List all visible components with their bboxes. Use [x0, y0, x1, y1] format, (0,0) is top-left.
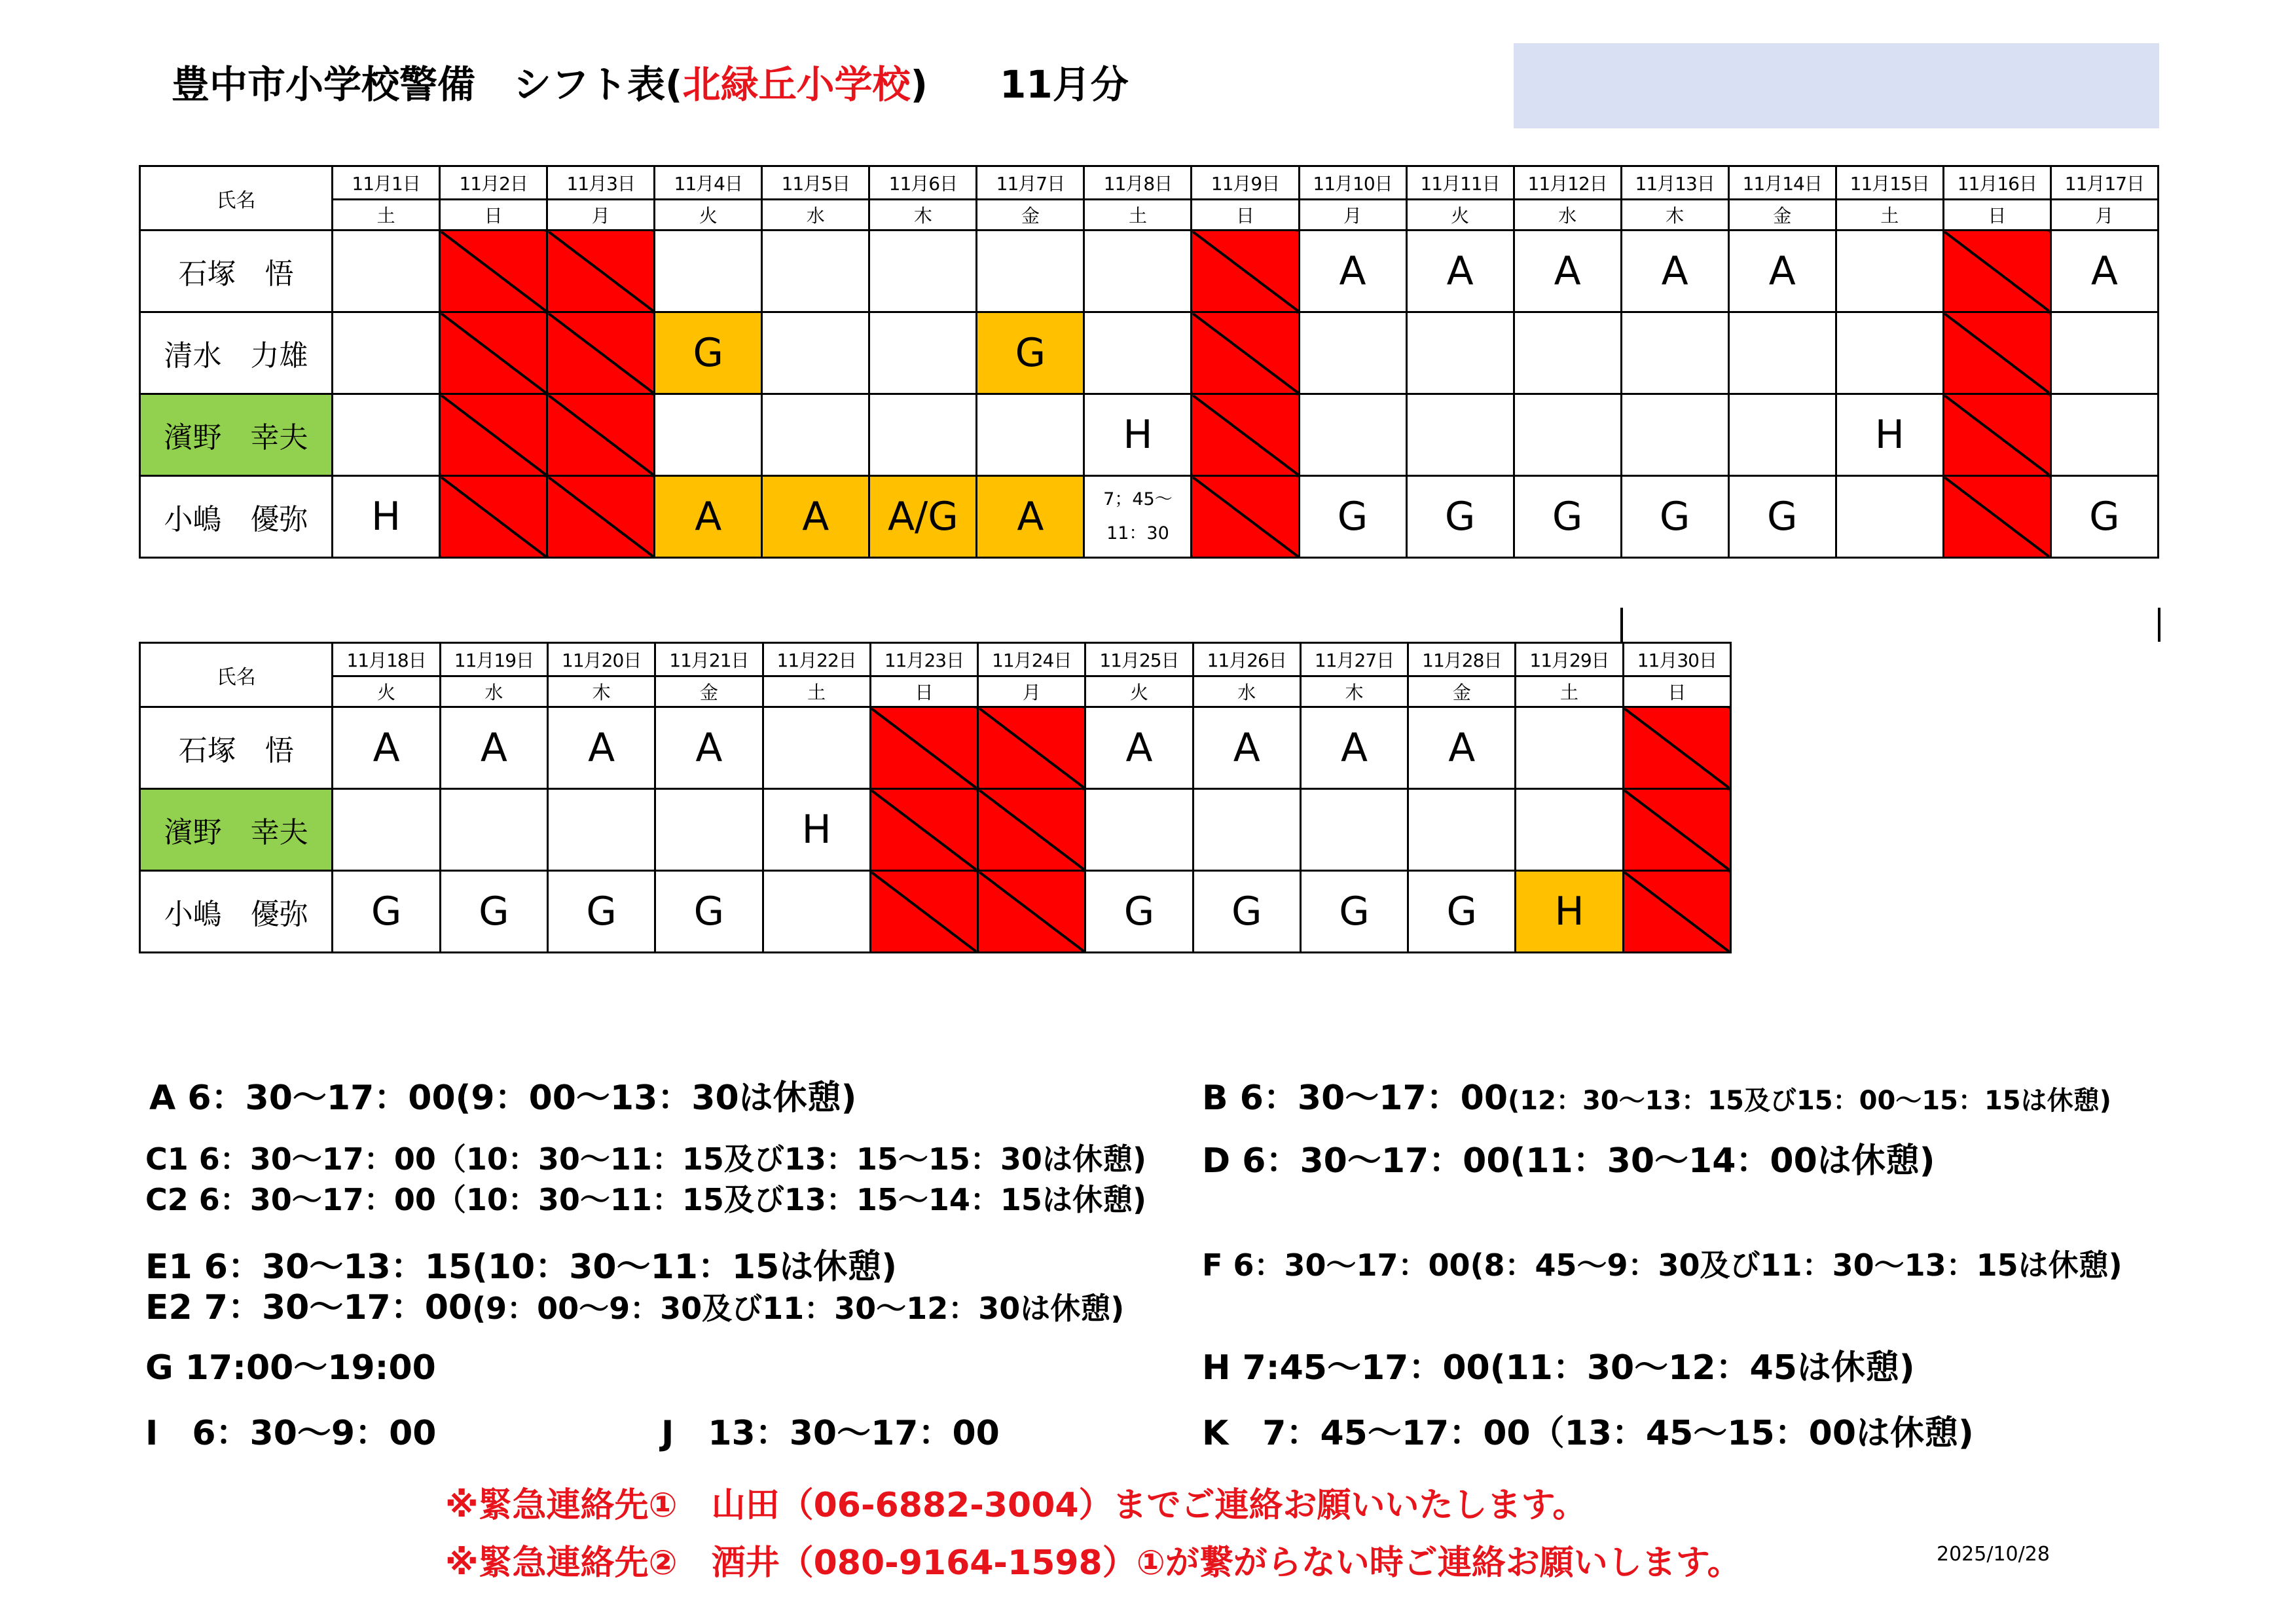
shift-cell: [2050, 394, 2158, 476]
date-header: 11月9日: [1192, 166, 1299, 200]
shift-cell: G: [548, 871, 655, 953]
staff-name: 小嶋 優弥: [140, 871, 333, 953]
legend-b: [1202, 1070, 2111, 1119]
shift-cell: H: [333, 476, 440, 558]
shift-cell: [1299, 312, 1406, 394]
shift-cell: [1300, 789, 1408, 871]
shift-cell: [1406, 312, 1514, 394]
day-off-cell: [1623, 871, 1730, 953]
shift-cell: [1299, 394, 1406, 476]
weekday-header: 水: [1193, 676, 1300, 707]
day-off-cell: [870, 707, 977, 789]
date-header: 11月30日: [1623, 643, 1730, 676]
date-header: 11月3日: [547, 166, 655, 200]
shift-cell: G: [1299, 476, 1406, 558]
shift-cell: A: [762, 476, 869, 558]
date-header: 11月29日: [1516, 643, 1623, 676]
day-off-cell: [1623, 789, 1730, 871]
shift-cell: G: [333, 871, 440, 953]
legend-c1: C1 6：30～17：00（10：30～11：15及び13：15～15：30は休憩): [145, 1141, 1146, 1177]
shift-cell: [1728, 394, 1836, 476]
legend-j: J 13：30～17：00: [661, 1414, 1000, 1453]
shift-cell: A/G: [869, 476, 977, 558]
shift-cell: A: [440, 707, 547, 789]
legend-g: G 17:00～19:00: [145, 1348, 436, 1388]
weekday-header: 月: [2050, 200, 2158, 231]
day-off-cell: [978, 707, 1085, 789]
weekday-header: 火: [655, 200, 762, 231]
shift-cell: G: [1408, 871, 1516, 953]
shift-cell: A: [1408, 707, 1516, 789]
date-header: 11月21日: [655, 643, 763, 676]
shift-cell: [1516, 789, 1623, 871]
shift-cell: [655, 231, 762, 312]
shift-cell: G: [655, 871, 763, 953]
weekday-header: 日: [1192, 200, 1299, 231]
shift-cell: [333, 394, 440, 476]
date-header: 11月19日: [440, 643, 547, 676]
date-header: 11月15日: [1836, 166, 1943, 200]
staff-row: [140, 476, 2159, 558]
shift-cell: G: [655, 312, 762, 394]
shift-cell: [1836, 476, 1943, 558]
shift-cell: G: [1728, 476, 1836, 558]
shift-cell: [762, 231, 869, 312]
shift-cell: [977, 394, 1084, 476]
day-off-cell: [1623, 707, 1730, 789]
staff-row: [140, 312, 2159, 394]
shift-cell: [440, 789, 547, 871]
title-close: ): [910, 62, 928, 107]
weekday-header: 土: [1084, 200, 1192, 231]
month-label: 11月分: [1000, 62, 1129, 107]
day-off-cell: [1943, 394, 2050, 476]
date-header: 11月5日: [762, 166, 869, 200]
shift-cell: [869, 231, 977, 312]
date-header: 11月4日: [655, 166, 762, 200]
shift-cell: A: [1193, 707, 1300, 789]
shift-cell: A: [2050, 231, 2158, 312]
shift-cell: G: [440, 871, 547, 953]
shift-cell: [333, 231, 440, 312]
day-off-cell: [547, 394, 655, 476]
shift-cell: A: [333, 707, 440, 789]
emergency-contact-1: ※緊急連絡先① 山田（06-6882-3004）までご連絡お願いいたします。: [445, 1486, 1587, 1525]
shift-cell: G: [1300, 871, 1408, 953]
shift-cell: [1408, 789, 1516, 871]
shift-cell: [1621, 312, 1728, 394]
day-off-cell: [440, 476, 547, 558]
weekday-header: 金: [977, 200, 1084, 231]
shift-cell: [333, 789, 440, 871]
shift-cell: A: [1085, 707, 1193, 789]
shift-cell: A: [548, 707, 655, 789]
shift-cell: G: [2050, 476, 2158, 558]
title-text: 豊中市小学校警備 シフト表(: [172, 62, 683, 107]
shift-cell: H: [1836, 394, 1943, 476]
weekday-header: 水: [762, 200, 869, 231]
day-off-cell: [978, 871, 1085, 953]
day-off-cell: [1192, 476, 1299, 558]
date-header: 11月2日: [440, 166, 547, 200]
weekday-header: 日: [870, 676, 977, 707]
shift-cell: [977, 231, 1084, 312]
shift-cell: [548, 789, 655, 871]
staff-name: 清水 力雄: [140, 312, 333, 394]
day-off-cell: [870, 871, 977, 953]
date-header: 11月12日: [1514, 166, 1621, 200]
day-off-cell: [547, 312, 655, 394]
header-box: [1514, 43, 2159, 128]
legend-e2: [145, 1280, 1124, 1329]
staff-row: [140, 871, 1731, 953]
shift-cell: [2050, 312, 2158, 394]
shift-cell: [1084, 312, 1192, 394]
weekday-header: 火: [333, 676, 440, 707]
weekday-header: 土: [763, 676, 870, 707]
weekday-header: 金: [1728, 200, 1836, 231]
day-off-cell: [1943, 312, 2050, 394]
staff-name: 小嶋 優弥: [140, 476, 333, 558]
shift-cell: H: [1084, 394, 1192, 476]
weekday-header: 日: [1943, 200, 2050, 231]
shift-cell: [1084, 231, 1192, 312]
date-header: 11月27日: [1300, 643, 1408, 676]
shift-cell: A: [1300, 707, 1408, 789]
weekday-header: 日: [440, 200, 547, 231]
staff-row: [140, 231, 2159, 312]
weekday-header: 土: [1516, 676, 1623, 707]
day-off-cell: [547, 231, 655, 312]
shift-cell: G: [977, 312, 1084, 394]
date-header: 11月7日: [977, 166, 1084, 200]
shift-cell: [762, 312, 869, 394]
day-off-cell: [1192, 231, 1299, 312]
shift-cell: A: [977, 476, 1084, 558]
legend-d: D 6：30～17：00(11：30～14：00は休憩): [1202, 1141, 1935, 1181]
date-header: 11月25日: [1085, 643, 1193, 676]
weekday-header: 土: [333, 200, 440, 231]
shift-cell: [333, 312, 440, 394]
shift-cell: [763, 707, 870, 789]
divider-line: [1620, 608, 1623, 642]
weekday-header: 木: [548, 676, 655, 707]
name-header: 氏名: [140, 643, 333, 707]
shift-cell: [1514, 394, 1621, 476]
date-header: 11月28日: [1408, 643, 1516, 676]
shift-cell: [1406, 394, 1514, 476]
name-header: 氏名: [140, 166, 333, 231]
weekday-header: 日: [1623, 676, 1730, 707]
legend-e2-main: E2 7：30～17：00: [145, 1288, 473, 1327]
shift-cell: G: [1406, 476, 1514, 558]
legend-b-note: (12：30～13：15及び15：00～15：15は休憩): [1508, 1086, 2111, 1116]
shift-cell: [763, 871, 870, 953]
legend-e2-note: (9：00～9：30及び11：30～12：30は休憩): [472, 1291, 1125, 1326]
staff-name: 石塚 悟: [140, 231, 333, 312]
weekday-header: 月: [1299, 200, 1406, 231]
staff-name: 石塚 悟: [140, 707, 333, 789]
shift-cell: [1836, 312, 1943, 394]
shift-cell: G: [1085, 871, 1193, 953]
shift-cell: [655, 394, 762, 476]
day-off-cell: [440, 231, 547, 312]
date-header: 11月24日: [978, 643, 1085, 676]
legend-c2: C2 6：30～17：00（10：30～11：15及び13：15～14：15は休憩): [145, 1182, 1146, 1217]
date-header: 11月18日: [333, 643, 440, 676]
legend-i: I 6：30～9：00: [145, 1414, 437, 1453]
day-off-cell: [1943, 231, 2050, 312]
shift-cell: [1728, 312, 1836, 394]
school-name: 北緑丘小学校: [682, 62, 911, 107]
day-off-cell: [1943, 476, 2050, 558]
document-title: [172, 54, 1129, 109]
day-off-cell: [870, 789, 977, 871]
shift-cell: [1516, 707, 1623, 789]
legend-h: H 7:45～17：00(11：30～12：45は休憩): [1202, 1348, 1915, 1388]
staff-row: [140, 789, 1731, 871]
weekday-header: 月: [978, 676, 1085, 707]
shift-cell: A: [655, 476, 762, 558]
weekday-header: 火: [1406, 200, 1514, 231]
shift-cell: [1514, 312, 1621, 394]
legend-e1: E1 6：30～13：15(10：30～11：15は休憩): [145, 1247, 898, 1287]
date-header: 11月22日: [763, 643, 870, 676]
date-header: 11月17日: [2050, 166, 2158, 200]
legend-f: F 6：30～17：00(8：45～9：30及び11：30～13：15は休憩): [1202, 1247, 2123, 1283]
shift-cell: [1836, 231, 1943, 312]
date-header: 11月26日: [1193, 643, 1300, 676]
weekday-header: 金: [655, 676, 763, 707]
shift-cell: [1085, 789, 1193, 871]
shift-cell: A: [1514, 231, 1621, 312]
staff-row: [140, 394, 2159, 476]
day-off-cell: [547, 476, 655, 558]
date-header: 11月10日: [1299, 166, 1406, 200]
shift-cell: A: [1621, 231, 1728, 312]
date-header: 11月23日: [870, 643, 977, 676]
date-header: 11月11日: [1406, 166, 1514, 200]
shift-cell: [762, 394, 869, 476]
weekday-header: 木: [1300, 676, 1408, 707]
day-off-cell: [978, 789, 1085, 871]
weekday-header: 月: [547, 200, 655, 231]
day-off-cell: [1192, 312, 1299, 394]
date-header: 11月20日: [548, 643, 655, 676]
shift-cell: A: [1299, 231, 1406, 312]
date-header: 11月8日: [1084, 166, 1192, 200]
schedule-table-1: [139, 165, 2159, 559]
staff-name: 濱野 幸夫: [140, 394, 333, 476]
legend-k: K 7：45～17：00（13：45～15：00は休憩): [1202, 1414, 1974, 1453]
shift-cell: H: [763, 789, 870, 871]
date-header: 11月16日: [1943, 166, 2050, 200]
shift-cell: A: [655, 707, 763, 789]
day-off-cell: [1192, 394, 1299, 476]
shift-cell: G: [1514, 476, 1621, 558]
date-header: 11月1日: [333, 166, 440, 200]
day-off-cell: [440, 394, 547, 476]
weekday-header: 木: [1621, 200, 1728, 231]
weekday-header: 金: [1408, 676, 1516, 707]
shift-cell: [1193, 789, 1300, 871]
weekday-header: 土: [1836, 200, 1943, 231]
date-header: 11月14日: [1728, 166, 1836, 200]
emergency-contact-2: ※緊急連絡先② 酒井（080-9164-1598）①が繋がらない時ご連絡お願いします。: [445, 1543, 1741, 1583]
weekday-header: 水: [1514, 200, 1621, 231]
shift-cell: H: [1516, 871, 1623, 953]
day-off-cell: [440, 312, 547, 394]
document-date: 2025/10/28: [1937, 1543, 2050, 1566]
shift-cell: [869, 312, 977, 394]
shift-cell: A: [1406, 231, 1514, 312]
legend-a: A 6：30～17：00(9：00～13：30は休憩): [149, 1079, 857, 1118]
date-header: 11月6日: [869, 166, 977, 200]
legend-b-main: B 6：30～17：00: [1202, 1079, 1508, 1118]
date-header: 11月13日: [1621, 166, 1728, 200]
weekday-header: 火: [1085, 676, 1193, 707]
shift-cell: G: [1193, 871, 1300, 953]
shift-cell: G: [1621, 476, 1728, 558]
schedule-table-2: [139, 642, 1732, 953]
staff-name: 濱野 幸夫: [140, 789, 333, 871]
staff-row: [140, 707, 1731, 789]
shift-cell: [655, 789, 763, 871]
weekday-header: 木: [869, 200, 977, 231]
divider-line: [2158, 608, 2160, 642]
shift-cell: A: [1728, 231, 1836, 312]
weekday-header: 水: [440, 676, 547, 707]
shift-cell: 7；45～ 11：30: [1084, 476, 1192, 558]
shift-cell: [869, 394, 977, 476]
shift-cell: [1621, 394, 1728, 476]
